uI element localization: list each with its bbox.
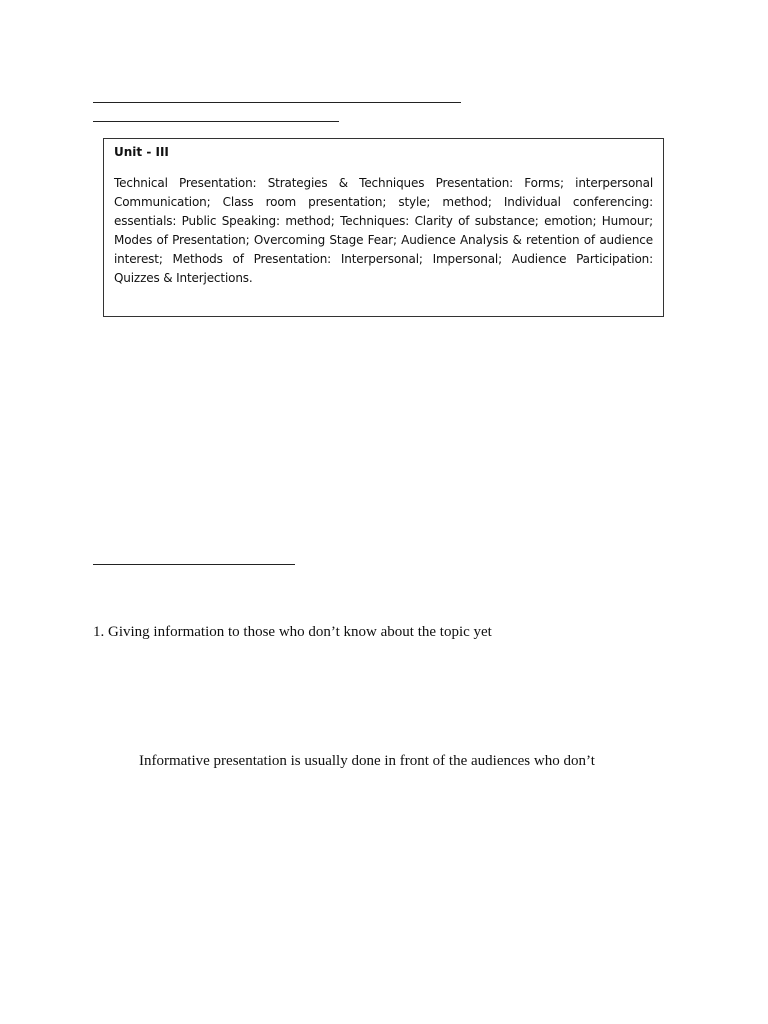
- syllabus-box: [103, 138, 664, 317]
- heading-underline-2: [93, 121, 339, 122]
- section-underline: [93, 564, 295, 565]
- unit-description: Technical Presentation: Strategies & Techniques Presentation: Forms; interpersonal Communication; Class room presentation; style; method; Individual conferencing: essentials: Public Speaking: method; Techniques: Clarity of substance; emotion; Humour; Modes of Presentation; Overcoming Stage Fear; Audience Analysis & retention of audience interest; Methods of Presentation: Interpersonal; Impersonal; Audience Participation: Quizzes & Interjections.: [114, 176, 653, 285]
- list-item: 1. Giving information to those who don’t know about the topic yet: [93, 624, 492, 640]
- heading-underline-1: [93, 102, 461, 103]
- paragraph-text: Informative presentation is usually done in front of the audiences who don’t: [139, 753, 595, 769]
- unit-title: Unit - III: [114, 145, 169, 159]
